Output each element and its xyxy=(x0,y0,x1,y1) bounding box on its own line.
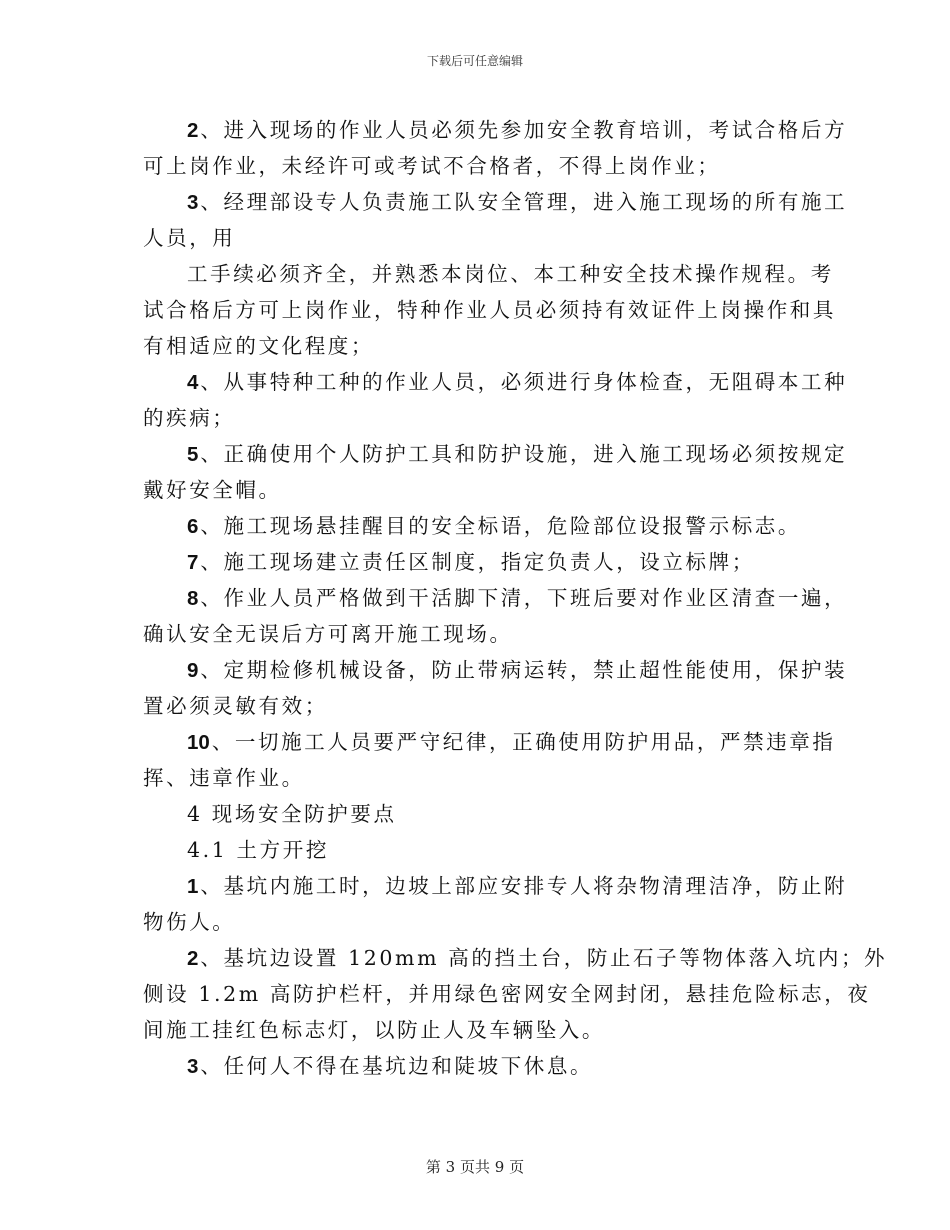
line-text: 、作业人员严格做到干活脚下清，下班后要对作业区清查一遍， xyxy=(200,586,848,610)
text-line xyxy=(143,904,811,940)
text-line xyxy=(143,760,811,796)
line-text: 物伤人。 xyxy=(143,910,236,934)
item-number: 3 xyxy=(187,191,199,214)
text-line xyxy=(143,220,811,256)
item-number: 2 xyxy=(187,947,199,970)
line-text: 戴好安全帽。 xyxy=(143,478,282,502)
line-text: 、一切施工人员要严守纪律，正确使用防护用品，严禁违章指 xyxy=(211,730,836,754)
line-text: 置必须灵敏有效； xyxy=(143,694,328,718)
text-line xyxy=(143,1048,811,1084)
line-text: 、基坑边设置 120mm 高的挡土台，防止石子等物体落入坑内；外 xyxy=(200,946,888,970)
line-text: 、从事特种工种的作业人员，必须进行身体检查，无阻碍本工种 xyxy=(200,370,848,394)
text-line xyxy=(143,976,871,1012)
text-line xyxy=(143,580,848,616)
line-text: 人员，用 xyxy=(143,226,236,250)
line-text: 的疾病； xyxy=(143,406,236,430)
text-line xyxy=(143,184,848,220)
text-line xyxy=(143,940,888,976)
text-line xyxy=(143,652,848,688)
text-line xyxy=(143,400,811,436)
line-text: 间施工挂红色标志灯，以防止人及车辆坠入。 xyxy=(143,1018,605,1042)
item-number: 3 xyxy=(187,1055,199,1078)
item-number: 5 xyxy=(187,443,199,466)
text-line xyxy=(143,508,811,544)
text-line xyxy=(143,436,848,472)
text-line xyxy=(143,292,836,328)
item-number: 2 xyxy=(187,119,199,142)
text-line xyxy=(143,868,848,904)
text-line xyxy=(143,1012,811,1048)
text-line xyxy=(143,796,811,832)
text-line xyxy=(143,472,811,508)
line-text: 、正确使用个人防护工具和防护设施，进入施工现场必须按规定 xyxy=(200,442,848,466)
line-text: 试合格后方可上岗作业，特种作业人员必须持有效证件上岗操作和具 xyxy=(143,298,836,322)
line-text: 、基坑内施工时，边坡上部应安排专人将杂物清理洁净，防止附 xyxy=(200,874,848,898)
line-text: 、进入现场的作业人员必须先参加安全教育培训，考试合格后方 xyxy=(200,118,848,142)
document-body xyxy=(143,112,888,1084)
line-text: 工手续必须齐全，并熟悉本岗位、本工种安全技术操作规程。考 xyxy=(187,262,834,286)
text-line xyxy=(143,688,811,724)
line-text: 、任何人不得在基坑边和陡坡下休息。 xyxy=(200,1054,594,1078)
line-text: 挥、违章作业。 xyxy=(143,766,305,790)
line-text: 、施工现场建立责任区制度，指定负责人，设立标牌； xyxy=(200,550,755,574)
page-header: 下载后可任意编辑 xyxy=(426,54,523,68)
text-line xyxy=(143,832,811,868)
line-text: 4.1 土方开挖 xyxy=(187,838,329,862)
line-text: 、经理部设专人负责施工队安全管理，进入施工现场的所有施工 xyxy=(200,190,848,214)
line-text: 、施工现场悬挂醒目的安全标语，危险部位设报警示标志。 xyxy=(200,514,802,538)
item-number: 7 xyxy=(187,551,199,574)
item-number: 10 xyxy=(187,731,210,754)
item-number: 4 xyxy=(187,371,199,394)
line-text: 侧设 1.2m 高防护栏杆，并用绿色密网安全网封闭，悬挂危险标志，夜 xyxy=(143,982,871,1006)
text-line xyxy=(143,112,848,148)
text-line xyxy=(143,328,811,364)
text-line xyxy=(143,148,811,184)
page-footer: 第 3 页共 9 页 xyxy=(425,1158,525,1176)
line-text: 、定期检修机械设备，防止带病运转，禁止超性能使用，保护装 xyxy=(200,658,848,682)
line-text: 确认安全无误后方可离开施工现场。 xyxy=(143,622,513,646)
line-text: 可上岗作业，未经许可或考试不合格者，不得上岗作业； xyxy=(143,154,721,178)
line-text: 4 现场安全防护要点 xyxy=(187,802,397,826)
item-number: 8 xyxy=(187,587,199,610)
text-line xyxy=(143,616,811,652)
item-number: 9 xyxy=(187,659,199,682)
item-number: 1 xyxy=(187,875,199,898)
line-text: 有相适应的文化程度； xyxy=(143,334,374,358)
text-line xyxy=(143,256,834,292)
text-line xyxy=(143,364,848,400)
text-line xyxy=(143,544,811,580)
text-line xyxy=(143,724,836,760)
item-number: 6 xyxy=(187,515,199,538)
